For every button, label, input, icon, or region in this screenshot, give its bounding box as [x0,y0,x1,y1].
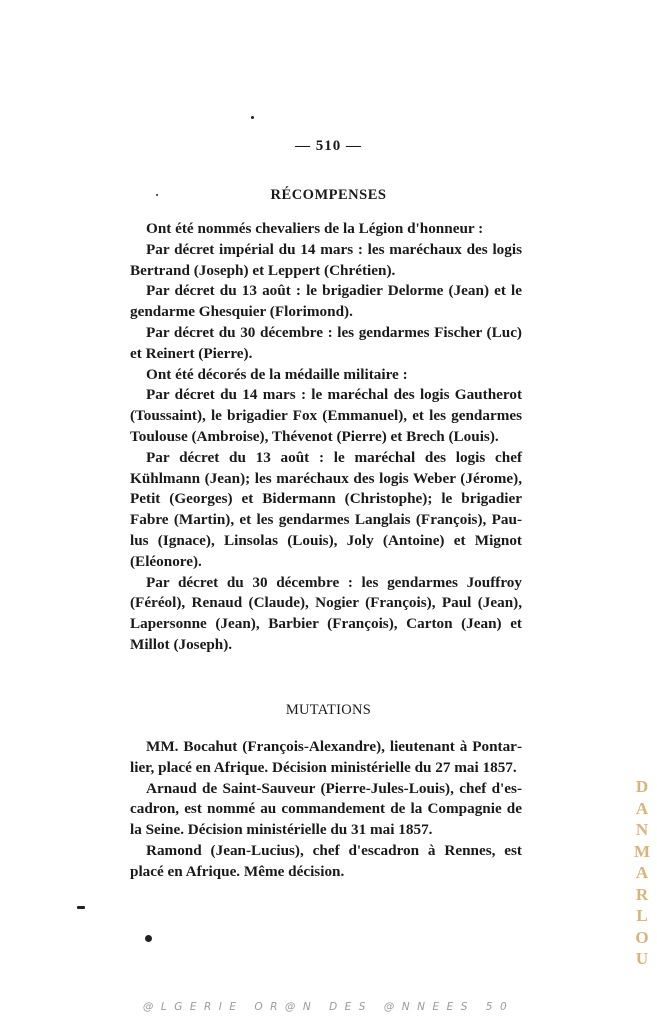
ink-speck [145,935,152,942]
section-body-mutations [130,737,522,883]
paragraph: Ont été nommés chevaliers de la Légion d'honneur : [146,220,484,237]
ink-speck [156,194,158,196]
paragraph: Par décret du 30 décembre : les gendarmes Jouffroy (Féréol), Renaud (Claude), Nogier (François), Paul (Jean), Lapersonne (Jean), Barbier (François), Carton (Jean) et Millot (Joseph). [130,573,522,653]
watermark-letter: N [635,820,649,839]
paragraph: Ont été décorés de la médaille militaire : [146,365,408,383]
ink-speck [77,906,85,909]
watermark-side [633,776,651,970]
ink-speck [251,116,254,119]
paragraph: Par décret du 13 août : le brigadier Delorme (Jean) et le gendarme Ghesquier (Florimond). [130,282,522,321]
section-title-recompenses: RÉCOMPENSES [270,187,387,203]
page-number: — 510 — [295,138,362,154]
section-title-mutations: MUTATIONS [285,702,372,718]
paragraph: Arnaud de Saint-Sauveur (Pierre-Jules-Louis), chef d'escadron, est nommé au commandement de la Compagnie de la Seine. Décision ministérielle du 31 mai 1857. [130,779,522,839]
paragraph: Par décret du 30 décembre : les gendarmes Fischer (Luc) et Reinert (Pierre). [130,323,522,362]
watermark-letter: U [635,949,649,968]
watermark-letter: M [633,841,651,861]
watermark-letter: A [635,863,649,882]
watermark-letter: A [635,798,649,818]
paragraph: Par décret du 13 août : le maréchal des logis chef Kühlmann (Jean); les maréchaux des logis Weber (Jérome), Petit (Georges) et Bidermann (Christophe); le brigadier Fabre (Martin), et les gendarmes Langlais (François), Paulus (Ignace), Linsolas (Louis), Joly (Antoine) et Mignot (Eléonore). [130,448,522,570]
watermark-bottom: @LGERIE OR@N DES @NNEES 50 [142,1001,515,1013]
paragraph: Par décret du 14 mars : le maréchal des logis Gautherot (Toussaint), le brigadier Fox (Emmanuel), et les gendarmes Toulouse (Ambroise), Thévenot (Pierre) et Brech (Louis). [130,386,522,445]
watermark-letter: O [635,927,649,947]
watermark-letter: D [635,777,649,796]
paragraph: Ramond (Jean-Lucius), chef d'escadron à Rennes, est placé en Afrique. Même décision. [130,841,522,880]
section-body-recompenses [130,219,522,656]
watermark-letter: R [635,884,649,904]
watermark-letter: L [636,906,648,925]
paragraph: Par décret impérial du 14 mars : les maréchaux des logis Bertrand (Joseph) et Leppert (Chrétien). [130,240,522,279]
paragraph: MM. Bocahut (François-Alexandre), lieutenant à Pontarlier, placé en Afrique. Décision ministérielle du 27 mai 1857. [130,738,522,776]
